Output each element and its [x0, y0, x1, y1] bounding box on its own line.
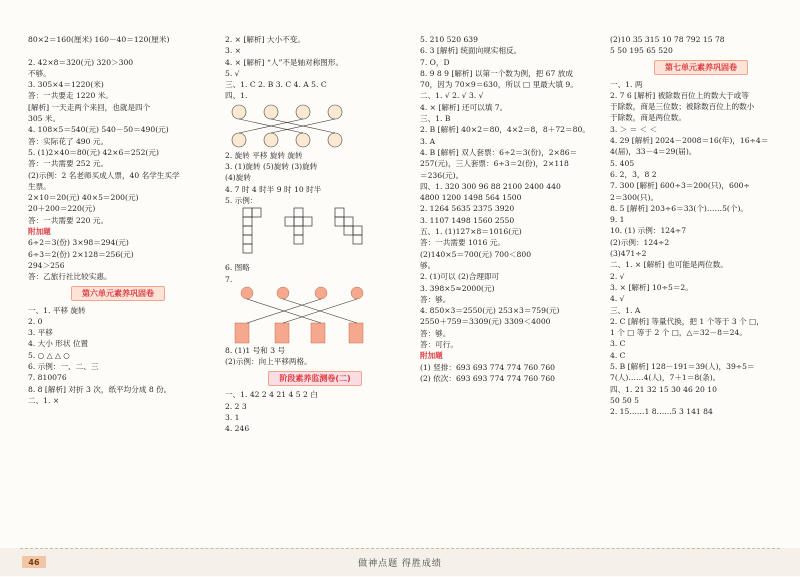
text-line: 2. 旋转 平移 旋转 旋转 — [225, 150, 303, 160]
text-line: 2. B [解析] 40×2＝80，4×2＝8，8＋72＝80。 — [420, 125, 590, 135]
text-line: 6. 图略 — [225, 263, 250, 273]
page-number: 46 — [22, 556, 46, 568]
symmetry-svg — [225, 285, 385, 345]
text-line: 二、1. × — [28, 395, 60, 405]
text-line: 4. × [解析] “人”不是轴对称图形。 — [225, 57, 344, 67]
text-line: 2. 7 6 [解析] 被除数百位上的数大于或等 — [610, 90, 749, 100]
text-line: 2. 15……1 8……5 3 141 84 — [610, 407, 713, 417]
text-line: 一、1. 42 2 4 21 4 5 2 白 — [225, 390, 318, 400]
unit-banner — [28, 287, 208, 301]
faces-matching-figure — [225, 102, 405, 150]
text-line: 三、1. A — [610, 305, 641, 315]
text-line: 四、1. 320 300 96 88 2100 2400 440 — [420, 181, 561, 191]
text-line: 答：一共需要 220 元。 — [28, 215, 109, 225]
text-line: 答：一共要走 1220 米。 — [28, 91, 113, 101]
text-line: 二、1. × [解析] 也可能是两位数。 — [610, 260, 728, 270]
text-line: 2. 2 3 — [225, 401, 247, 411]
text-line: 6÷3＝2(份) 2×128＝256(元) — [28, 249, 134, 259]
text-line: 2550＋759＝3309(元) 3309＜4000 — [420, 317, 551, 327]
text-line: 2＝300(只)。 — [610, 192, 659, 202]
text-line: 答：可行。 — [420, 340, 458, 350]
text-line: 6÷2＝3(份) 3×98＝294(元) — [28, 238, 129, 248]
text-line: (4)旋转 — [225, 173, 251, 183]
text-line: 5. (1)2×40＝80(元) 42×6＝252(元) — [28, 147, 159, 157]
text-line: 3. A — [420, 136, 436, 146]
text-line: 4. 850×3＝2550(元) 253×3＝759(元) — [420, 306, 560, 316]
text-line: 7(人)……4(人)，7＋1＝8(条)。 — [610, 373, 721, 383]
text-line: 3. 398×5≈2000(元) — [420, 283, 495, 293]
text-line: (2)示例：124÷2 — [610, 237, 670, 247]
text-line: 8. 8 [解析] 对折 3 次，纸平均分成 8 份。 — [28, 384, 172, 394]
stage-banner — [225, 371, 405, 385]
text-line: 二、1. √ 2. √ 3. √ — [420, 91, 484, 101]
text-line: 6. 3 [解析] 统面向规实相反。 — [420, 46, 522, 56]
text-line: 3. C — [610, 339, 626, 349]
text-line: 4800 1200 1498 564 1500 — [420, 193, 522, 203]
text-line: 294＞256 — [28, 260, 65, 270]
text-line: (1) 竖排：693 693 774 774 760 760 — [420, 362, 555, 372]
text-line: 305 米。 — [28, 114, 61, 124]
footer-slogan: 做神点题 得胜成绩 — [358, 559, 442, 569]
text-line: 一、1. 两 — [610, 79, 643, 89]
text-line: 答：一共需要 1016 元。 — [420, 238, 505, 248]
cube-nets-svg — [225, 206, 385, 262]
text-line: 三、1. C 2. B 3. C 4. A 5. C — [225, 80, 327, 90]
text-line: 不够。 — [28, 68, 51, 78]
text-line: 答：够。 — [420, 328, 451, 338]
text-line: 生票。 — [28, 181, 51, 191]
text-line: 4. 7 时 4 时半 9 时 10 时半 — [225, 184, 322, 194]
text-line: 4. 108×5＝540(元) 540－50＝490(元) — [28, 125, 169, 135]
text-line: 一、1. 平移 旋转 — [28, 305, 86, 315]
text-line: 于除数，商是三位数；被除数百位上的数小 — [610, 102, 755, 112]
text-line: 4. 246 — [225, 424, 250, 434]
unit-banner — [610, 61, 792, 75]
text-line: (3)471÷2 — [610, 249, 647, 259]
text-line: 50 50 5 — [610, 395, 639, 405]
text-line: (2)示例：向上平移两格。 — [225, 357, 312, 367]
text-line: 答：够。 — [420, 294, 451, 304]
unit-banner-title: 第七单元素养巩固卷 — [654, 60, 748, 75]
text-line — [28, 45, 208, 56]
text-line: [解析] 一天走两个来回，也就是四个 — [28, 102, 151, 112]
text-line: 5. 405 — [610, 158, 635, 168]
text-line: 8. 9 8 9 [解析] 以第一个数为例，把 67 放成 — [420, 68, 573, 78]
text-line: 4(届)，33－4＝29(届)。 — [610, 147, 697, 157]
section-heading-extra: 附加题 — [420, 351, 443, 361]
text-line: ＝236(元)。 — [420, 170, 464, 180]
text-line: 3. 平移 — [28, 328, 53, 338]
column-4 — [610, 34, 792, 418]
text-line: 2. C [解析] 等量代换，把 1 个等于 3 个 □， — [610, 316, 764, 326]
text-line: 2. 1264 5635 2375 3920 — [420, 204, 515, 214]
text-line: (2)140×5＝700(元) 700＜800 — [420, 249, 532, 259]
text-line: 答：乙旅行社比较实惠。 — [28, 272, 112, 282]
text-line: 够。 — [420, 260, 436, 270]
text-line: 20＋200＝220(元) — [28, 204, 96, 214]
text-line: 7. 300 [解析] 600÷3＝200(只)，600÷ — [610, 181, 750, 191]
section-heading-extra: 附加题 — [28, 227, 51, 237]
text-line: 四、1. 21 32 15 30 46 20 10 — [610, 384, 717, 394]
text-line: 2. √ — [610, 271, 625, 281]
text-line: 2. × [解析] 大小不变。 — [225, 35, 305, 44]
text-line: 4. × [解析] 还可以填 7。 — [420, 102, 508, 112]
text-line: (2)示例：2 名老师买成人票，40 名学生买学 — [28, 170, 180, 180]
text-line: 3. × — [225, 46, 242, 56]
text-line: 7. 810076 — [28, 373, 67, 383]
stage-banner-title: 阶段素养监测卷(二) — [268, 371, 361, 386]
text-line: 6. 示例：一、二、三 — [28, 362, 99, 372]
text-line: 四、1. — [225, 91, 248, 101]
text-line: 3. 1 — [225, 413, 240, 423]
text-line: 70，因为 70×9＝630，所以 □ 里最大填 9。 — [420, 80, 578, 90]
text-line: 6. 2，3，8 2 — [610, 169, 657, 179]
text-line: 于除数，商是两位数。 — [610, 113, 686, 123]
text-line: 5 50 195 65 520 — [610, 46, 673, 56]
text-line: (2) 依次：693 693 774 774 760 760 — [420, 373, 555, 383]
cube-nets-figure — [225, 206, 405, 262]
text-line: 答：实际花了 490 元。 — [28, 136, 109, 146]
text-line: 7. — [225, 274, 233, 284]
text-line: 5. 示例： — [225, 195, 258, 205]
text-line: 2×10＝20(元) 40×5＝200(元) — [28, 193, 139, 203]
text-line: 3. ＞ ＝ ＜ ＜ — [610, 124, 658, 134]
text-line: 3. 305×4＝1220(米) — [28, 80, 104, 90]
unit-banner-title: 第六单元素养巩固卷 — [71, 286, 165, 301]
text-line: 7. O，D — [420, 57, 450, 67]
text-line: (2)10 35 315 10 78 792 15 78 — [610, 35, 725, 44]
column-3 — [420, 34, 606, 384]
text-line: 5. √ — [225, 68, 240, 78]
text-line: 3. (1)旋转 (5)旋转 (3)旋转 — [225, 162, 318, 172]
text-line: 三、1. B — [420, 114, 451, 124]
footer-divider — [20, 548, 780, 549]
symmetry-figure — [225, 285, 405, 345]
column-2 — [225, 34, 405, 435]
text-line: 2. (1)可以 (2)合理即可 — [420, 272, 500, 282]
text-line: 答：一共需要 252 元。 — [28, 159, 109, 169]
text-line: 1 个 □ 等于 2 个 □，△＝32－8＝24。 — [610, 328, 747, 338]
text-line: 4. 大小 形状 位置 — [28, 339, 89, 349]
faces-svg — [225, 102, 375, 150]
text-line: 257(元)，三人套票：6÷3＝2(份)，2×118 — [420, 159, 569, 169]
text-line: 80×2＝160(厘米) 160－40＝120(厘米) — [28, 35, 170, 44]
text-line: 2. 0 — [28, 316, 43, 326]
text-line: 8. 5 [解析] 203÷6＝33(个)……5(个)。 — [610, 203, 749, 213]
text-line: 5. 210 520 639 — [420, 35, 478, 44]
text-line: 4. C — [610, 350, 626, 360]
text-line: 8. (1)1 号和 3 号 — [225, 345, 286, 355]
text-line: 3. × [解析] 10÷5＝2。 — [610, 282, 693, 292]
column-1 — [28, 34, 208, 406]
text-line: 3. 1107 1498 1560 2550 — [420, 215, 515, 225]
text-line: 10. (1) 示例：124÷7 — [610, 226, 687, 236]
text-line: 4. B [解析] 双人套票：6÷2＝3(份)，2×86＝ — [420, 147, 578, 157]
text-line: 4. 29 [解析] 2024－2008＝16(年)，16÷4＝ — [610, 136, 769, 146]
text-line: 9. 1 — [610, 215, 625, 225]
text-line: 2. 42×8＝320(元) 320＞300 — [28, 57, 134, 67]
text-line: 4. √ — [610, 294, 625, 304]
text-line: 五、1. (1)127×8＝1016(元) — [420, 227, 522, 237]
text-line: 5. B [解析] 128－191＝39(人)，39÷5＝ — [610, 362, 755, 372]
text-line: 5. ○ △ △ ○ — [28, 350, 70, 360]
